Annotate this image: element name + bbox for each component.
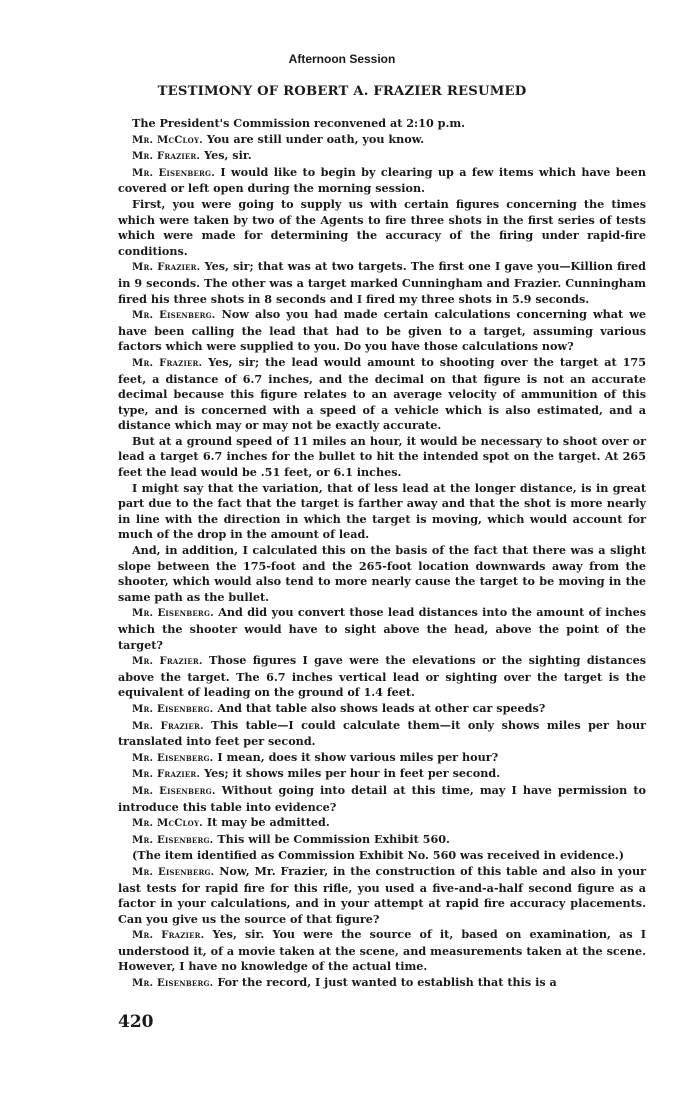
speaker-name: Mr. Frazier. (132, 719, 204, 732)
paragraph-text: Yes, sir. (204, 148, 252, 163)
paragraph-text: And did you convert those lead distances into the amount of inches which the shooter would have to sight above the head, above the point of the target? (118, 605, 646, 652)
speaker-name: Mr. Frazier. (132, 150, 201, 163)
paragraph-text: And, in addition, I calculated this on the basis of the fact that there was a slight slope between the 175-foot and the 265-foot location downwards away from the shooter, which would also tend to more nearly cause the target to be moving in the same path as the bullet. (118, 543, 646, 604)
page-number: 420 (118, 1012, 154, 1032)
paragraph-text: First, you were going to supply us with certain figures concerning the times which were taken by two of the Agents to fire three shots in the first series of tests which were made for determining the accuracy of the firing under rapid-fire conditions. (118, 196, 646, 258)
speaker-name: Mr. Eisenberg. (132, 865, 215, 878)
testimony-paragraph (118, 543, 646, 605)
testimony-paragraph (118, 718, 646, 750)
testimony-paragraph (118, 750, 646, 767)
paragraph-text: Yes; it shows miles per hour in feet per second. (204, 766, 501, 781)
paragraph-text: Now, Mr. Frazier, in the construction of this table and also in your last tests for rapid fire for this rifle, you used a five-and-a-half second figure as a factor in your calculations, and in your attempt at rapid fire accuracy placements. Can you give us the source of that figure? (118, 863, 646, 926)
testimony-paragraph (118, 832, 646, 849)
paragraph-text: You are still under oath, you know. (206, 131, 425, 146)
paragraph-text: The President's Commission reconvened at 2:10 p.m. (132, 116, 466, 130)
testimony-paragraph (118, 864, 646, 927)
testimony-paragraph (118, 605, 646, 653)
speaker-name: Mr. Frazier. (132, 356, 203, 369)
speaker-name: Mr. Eisenberg. (132, 607, 214, 620)
paragraph-text: Yes, sir; that was at two targets. The first one I gave you—Killion fired in 9 seconds. The other was a target marked Cunningham and Frazier. Cunningham fired his three shots in 8 seconds and I fired my three shots in 5.9 seconds. (118, 259, 647, 306)
testimony-paragraph (118, 259, 646, 307)
testimony-paragraph (118, 355, 646, 434)
speaker-name: Mr. Frazier. (132, 261, 201, 274)
testimony-paragraph (118, 116, 646, 132)
testimony-paragraph (118, 766, 646, 783)
speaker-name: Mr. Eisenberg. (132, 309, 216, 322)
testimony-paragraph (118, 653, 646, 701)
testimony-paragraph (118, 848, 646, 864)
speaker-name: Mr. Eisenberg. (132, 833, 214, 846)
page-title: TESTIMONY OF ROBERT A. FRAZIER RESUMED (157, 84, 527, 99)
speaker-name: Mr. Eisenberg. (132, 166, 215, 179)
testimony-paragraph (118, 165, 646, 197)
paragraph-text: Now also you had made certain calculations concerning what we have been calling the lead that had to be given to a target, assuming various factors which were supplied to you. Do you have those calculations now? (118, 307, 647, 354)
testimony-paragraph (118, 148, 646, 165)
speaker-name: Mr. Eisenberg. (132, 977, 214, 990)
paragraph-text: (The item identified as Commission Exhibit No. 560 was received in evidence.) (132, 848, 624, 863)
speaker-name: Mr. Eisenberg. (132, 702, 214, 715)
speaker-name: Mr. McCloy. (132, 133, 203, 146)
paragraph-text: For the record, I just wanted to establish that this is a (217, 975, 557, 990)
paragraph-text: Yes, sir. You were the source of it, based on examination, as I understood it, of a movie taken at the scene, and measurements taken at the scene. However, I have no knowledge of the actual time. (118, 927, 646, 974)
paragraph-text: But at a ground speed of 11 miles an hour, it would be necessary to shoot over or lead a target 6.7 inches for the bullet to hit the intended spot on the target. At 265 feet the lead would be .51 feet, or 6.1 inches. (118, 433, 646, 480)
testimony-paragraph (118, 815, 646, 832)
testimony-paragraph (118, 307, 646, 355)
testimony-paragraph (118, 481, 646, 543)
paragraph-text: And that table also shows leads at other car speeds? (217, 700, 546, 715)
speaker-name: Mr. Frazier. (132, 655, 203, 668)
speaker-name: Mr. Eisenberg. (132, 784, 216, 797)
paragraph-text: This will be Commission Exhibit 560. (217, 831, 450, 846)
testimony-paragraph (118, 197, 646, 259)
speaker-name: Mr. Frazier. (132, 768, 201, 781)
testimony-body (118, 116, 646, 992)
section-heading: Afternoon Session (288, 52, 396, 66)
paragraph-text: Yes, sir; the lead would amount to shooting over the target at 175 feet, a distance of 6.7 inches, and the decimal on that figure is not an accurate decimal because this figure relates to an average velocity of ammunition of this type, and is concerned with a speed of a vehicle which is also estimated, and a distance which may or may not be exactly accurate. (118, 354, 646, 433)
speaker-name: Mr. Frazier. (132, 929, 205, 942)
speaker-name: Mr. Eisenberg. (132, 751, 214, 764)
testimony-paragraph (118, 975, 646, 992)
paragraph-text: I might say that the variation, that of less lead at the longer distance, is in great part due to the fact that the target is farther away and that the shot is more nearly in line with the direction in which the target is moving, which would account for much of the drop in the amount of lead. (118, 480, 646, 542)
speaker-name: Mr. McCloy. (132, 817, 203, 830)
paragraph-text: Those figures I gave were the elevations or the sighting distances above the target. The 6.7 inches vertical lead or sighting over the target is the equivalent of leading on the ground of 1.4 feet. (118, 653, 647, 700)
testimony-paragraph (118, 783, 646, 815)
paragraph-text: Without going into detail at this time, may I have permission to introduce this table into evidence? (118, 782, 646, 814)
testimony-paragraph (118, 132, 646, 149)
paragraph-text: I would like to begin by clearing up a few items which have been covered or left open during the morning session. (118, 164, 646, 196)
paragraph-text: This table—I could calculate them—it only shows miles per hour translated into feet per second. (118, 717, 646, 749)
paragraph-text: It may be admitted. (206, 815, 330, 830)
paragraph-text: I mean, does it show various miles per hour? (217, 749, 499, 764)
testimony-paragraph (118, 434, 646, 481)
testimony-paragraph (118, 701, 646, 718)
testimony-paragraph (118, 927, 646, 975)
